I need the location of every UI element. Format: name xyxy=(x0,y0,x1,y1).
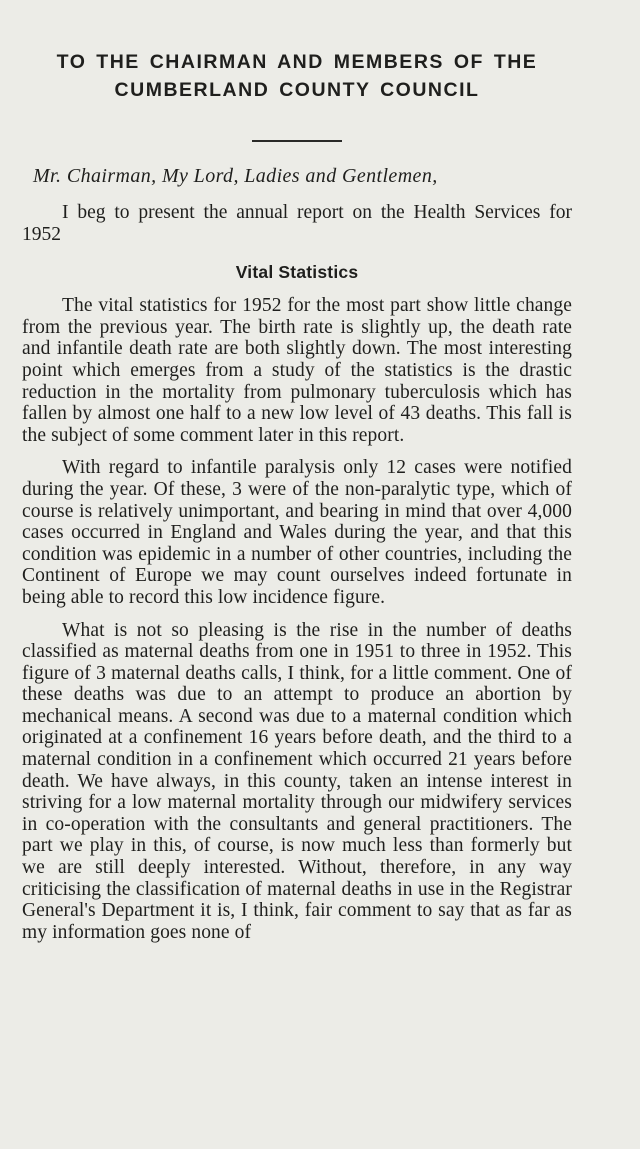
intro-paragraph: I beg to present the annual report on the Health Services for 1952 xyxy=(22,202,572,245)
address-heading xyxy=(22,48,572,104)
salutation: Mr. Chairman, My Lord, Ladies and Gentlemen, xyxy=(33,165,438,187)
section-heading: Vital Statistics xyxy=(235,262,359,283)
body-paragraph-1: The vital statistics for 1952 for the most part show little change from the previous year. The birth rate is slightly up, the death rate and infantile death rate are both slightly down. The most interesting point which emerges from a study of the statistics is the drastic reduction in the mortality from pulmonary tuberculosis which has fallen by almost one half to a new low level of 43 deaths. This fall is the subject of some comment later in this report. xyxy=(22,295,572,446)
address-line-2: CUMBERLAND COUNTY COUNCIL xyxy=(114,79,480,101)
divider-rule xyxy=(252,140,342,142)
body-paragraph-3: What is not so pleasing is the rise in the number of deaths classified as maternal deaths from one in 1951 to three in 1952. This figure of 3 maternal deaths calls, I think, for a little comment. One of these deaths was due to an attempt to produce an abortion by mechanical means. A second was due to a maternal condition which originated at a confinement 16 years before death, and the third to a maternal condition in a confinement which occurred 21 years before death. We have always, in this county, taken an intense interest in striving for a low maternal mortality through our midwifery services in co-operation with the consultants and general practitioners. The part we play in this, of course, is now much less than formerly but we are still deeply interested. Without, therefore, in any way criticising the classification of maternal deaths in use in the Registrar General's Department it is, I think, fair comment to say that as far as my information goes none of xyxy=(22,619,572,943)
body-paragraph-2: With regard to infantile paralysis only 12 cases were notified during the year. Of these, 3 were of the non-paralytic type, which of course is relatively unimportant, and bearing in mind that over 4,000 cases occurred in England and Wales during the year, and that this condition was epidemic in a number of other countries, including the Continent of Europe we may count ourselves indeed fortunate in being able to record this low incidence figure. xyxy=(22,457,572,608)
address-line-1: TO THE CHAIRMAN AND MEMBERS OF THE xyxy=(56,51,538,73)
